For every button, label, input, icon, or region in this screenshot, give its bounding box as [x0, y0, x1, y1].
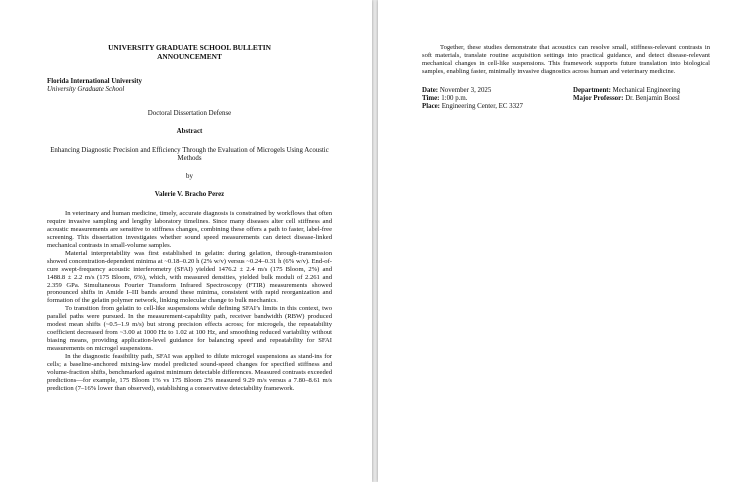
bulletin-heading-line1: UNIVERSITY GRADUATE SCHOOL BULLETIN — [108, 43, 271, 52]
abstract-paragraph: To transition from gelatin to cell-like suspensions while defining SFAI’s limits in this context, two parallel paths were pursued. In the measurement-capability path, receiver bandwidth (RBW) produced modest mean shifts (~0.5–1.9 m/s) but strong precision effects across; for microgels, the repeatability coefficient decreased from ~3.00 at 1000 Hz to 1.02 at 100 Hz, and smoothing reduced variability without biasing means, providing application-level guidance for balancing speed and repeatability for SFAI measurements on microgel suspensions. — [47, 305, 332, 353]
dissertation-title: Enhancing Diagnostic Precision and Efficiency Through the Evaluation of Microgels Using Acoustic Methods — [50, 146, 329, 162]
defense-details-right — [573, 87, 680, 111]
professor-label: Major Professor: — [573, 94, 624, 102]
event-type: Doctoral Dissertation Defense — [147, 110, 232, 118]
defense-details-left — [422, 87, 573, 111]
date-row — [422, 87, 573, 95]
by-line: by — [186, 172, 193, 180]
professor-value: Dr. Benjamin Boesl — [625, 94, 680, 102]
bulletin-heading — [47, 44, 332, 61]
department-row — [573, 87, 680, 95]
bulletin-heading-line2: ANNOUNCEMENT — [157, 51, 222, 61]
abstract-paragraph: In the diagnostic feasibility path, SFAI was applied to dilute microgel suspensions as stand-ins for cells; a baseline-anchored mixing-law model predicted sound-speed changes for specified stiffness and volume-fraction shifts, benchmarked against minimum detectable differences. Measured contrasts exceeded predictions—for example, 175 Bloom 1% vs 175 Bloom 2% measured 9.29 m/s versus a 7.80–8.61 m/s prediction (7–16% lower than observed), establishing a conservative detectability framework. — [47, 353, 332, 392]
department-label: Department: — [573, 86, 611, 94]
abstract-paragraph: Material interpretability was first established in gelatin: during gelation, through-transmission showed concentration-dependent minima at ~0.18–0.20 h (2% w/v) versus ~0.24–0.31 h (6% w/v). End-of-cure swept-frequency acoustic interferometry (SFAI) yielded 1476.2 ± 2.4 m/s (175 Bloom, 2%) and 1488.8 ± 2.2 m/s (175 Bloom, 6%), which, with measured densities, yielded bulk moduli of 2.261 and 2.359 GPa. Simultaneous Fourier Transform Infrared Spectroscopy (FTIR) measurements showed pronounced shifts in Amide I–III bands around these minima, consistent with rapid reorganization and formation of the gelatin polymer network, linking molecular change to bulk mechanics. — [47, 249, 332, 305]
abstract-paragraph: In veterinary and human medicine, timely, accurate diagnosis is constrained by workflows that often require invasive sampling and lengthy laboratory timelines. Since many diseases alter cell stiffness and acoustic measurements are sensitive to stiffness changes, combining these offers a path to faster, label-free screening. This dissertation investigates whether sound speed measurements can detect disease-linked mechanical contrasts in small-volume samples. — [47, 209, 332, 249]
conclusion-body — [422, 44, 710, 76]
date-value: November 3, 2025 — [439, 86, 492, 94]
time-value: 1:00 p.m. — [441, 94, 468, 102]
institution-block — [47, 78, 332, 94]
date-label: Date: — [422, 86, 439, 94]
school-name: University Graduate School — [47, 86, 125, 94]
defense-details — [422, 87, 710, 111]
place-value: Engineering Center, EC 3327 — [441, 103, 523, 110]
time-label: Time: — [422, 94, 440, 102]
professor-row — [573, 95, 680, 103]
author-name: Valerie V. Bracho Perez — [154, 190, 225, 198]
abstract-heading: Abstract — [176, 128, 203, 136]
conclusion-paragraph: Together, these studies demonstrate that acoustics can resolve small, stiffness-relevant contrasts in soft materials, translate routine acquisition settings into practical guidance, and detect disease-relevant mechanical changes in cell-like suspensions. This framework supports future translation into biological samples, enabling faster, minimally invasive diagnostics across human and veterinary medicine. — [422, 44, 710, 75]
place-label: Place: — [422, 103, 440, 110]
institution-name: Florida International University — [47, 78, 142, 86]
document-page-1 — [0, 0, 372, 482]
place-row — [422, 103, 573, 111]
abstract-body — [47, 210, 332, 393]
time-row — [422, 95, 573, 103]
document-page-2 — [378, 0, 750, 482]
department-value: Mechanical Engineering — [612, 86, 681, 94]
